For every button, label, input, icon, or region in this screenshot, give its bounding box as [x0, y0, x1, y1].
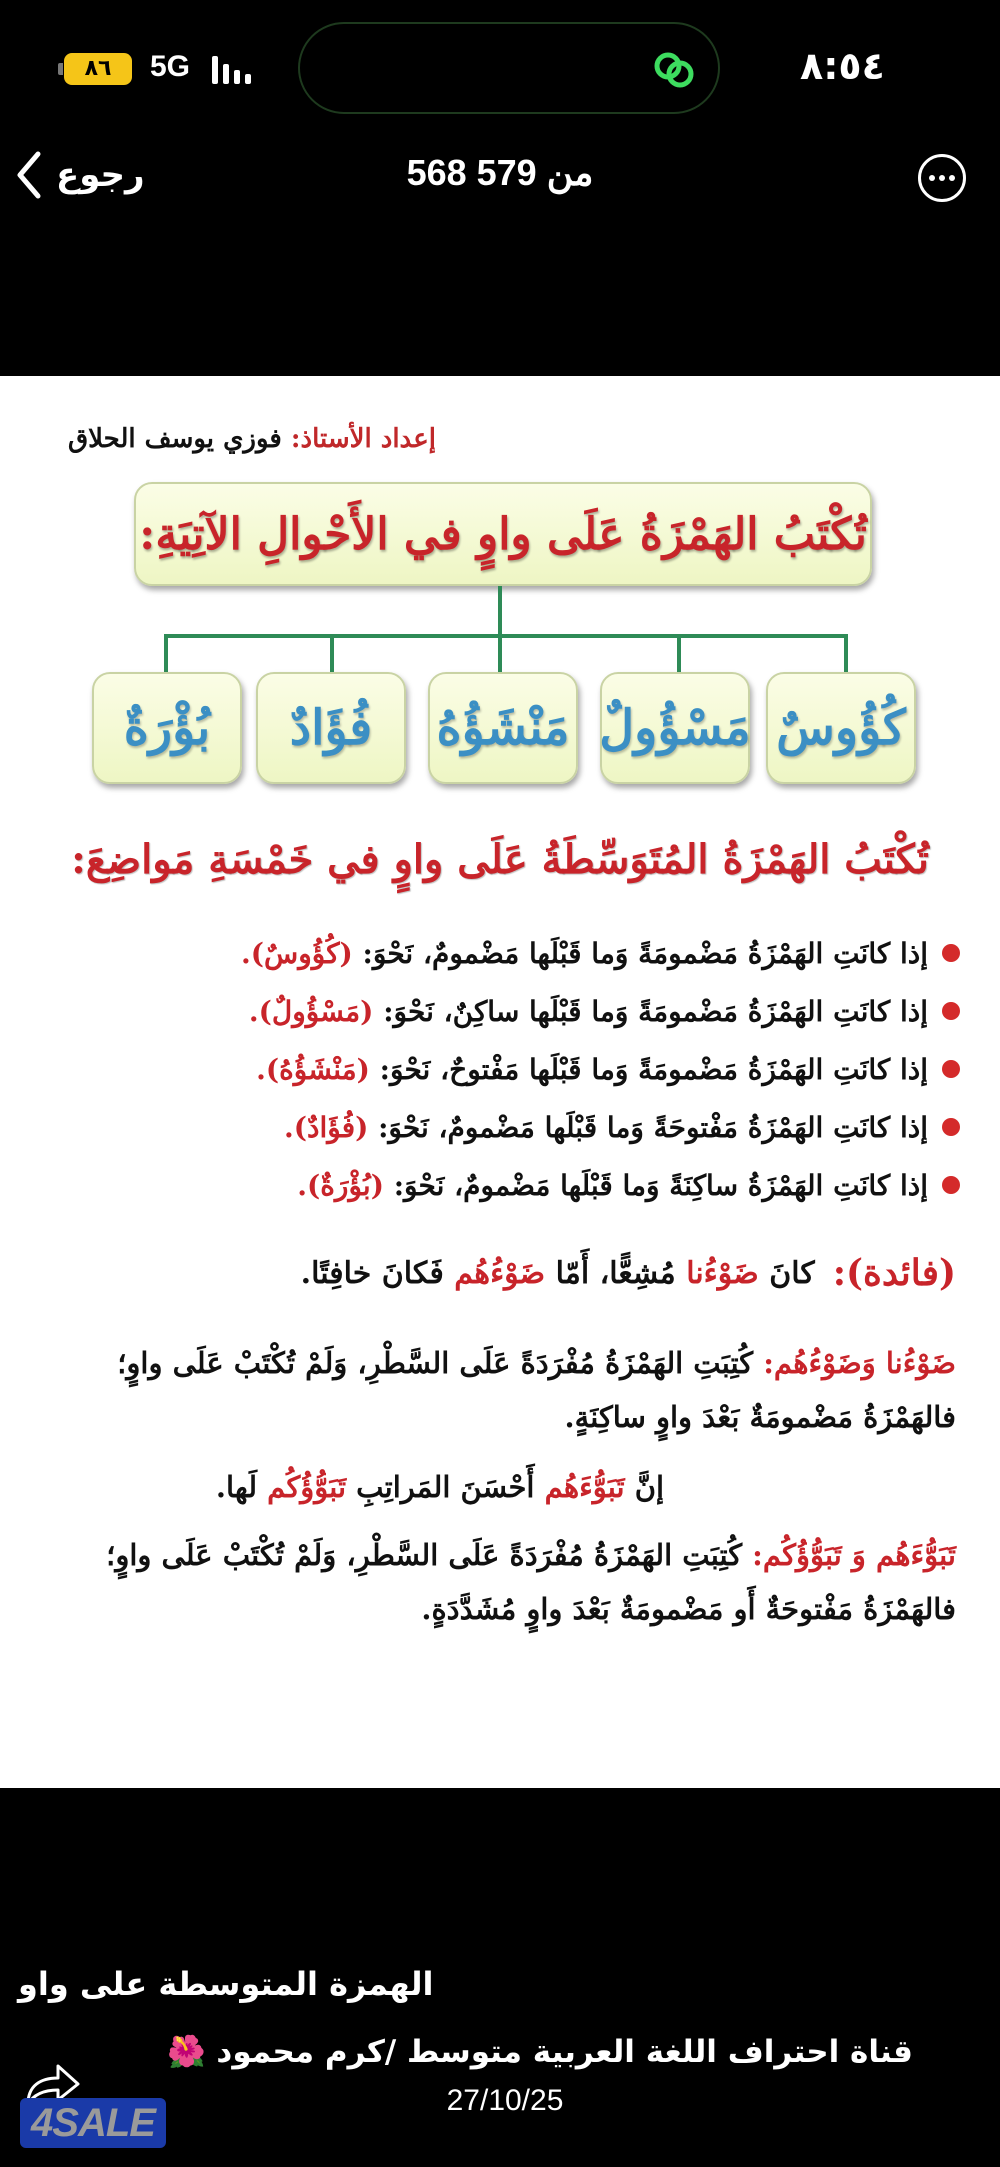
dynamic-island[interactable] — [298, 22, 720, 114]
rules-list — [80, 924, 960, 1214]
example-box — [92, 672, 242, 784]
example-sentence: إنَّ تَبَوُّءَهُم أَحْسَنَ المَراتِبِ تَبَوُّؤُكُم لَها. — [215, 1470, 665, 1504]
explanation-paragraph: ضَوْءُنا وَضَوْءُهُم: كُتِبَتِ الهَمْزَةُ مُفْرَدَةً عَلَى السَّطْرِ، وَلَمْ تُكْتَبْ عَلَى واوٍ؛ فالهَمْزَةُ مَضْمومَةٌ بَعْدَ واوٍ ساكِنَةٍ. — [117, 1346, 956, 1434]
explanation-paragraph: تَبَوُّءَهُم وَ تَبَوُّؤُكُم: كُتِبَتِ الهَمْزَةُ مُفْرَدَةً عَلَى السَّطْرِ، وَلَمْ تُكْتَبْ عَلَى واوٍ؛ فالهَمْزَةُ مَفْتوحَةٌ أَو مَضْمومَةٌ بَعْدَ واوٍ مُشَدَّدَةٍ. — [106, 1538, 956, 1626]
note-faida: (فائدة): كانَ ضَوْءُنا مُشِعًّا، أَمّا ضَوْءُهُم فَكانَ خافِتًا. — [300, 1252, 956, 1294]
bullet-icon — [942, 944, 960, 962]
nav-bar — [0, 140, 1000, 220]
status-bar — [0, 0, 1000, 120]
post-date: 27/10/25 — [446, 2084, 564, 2117]
channel-name: قناة احتراف اللغة العربية متوسط /كرم محمود 🌺 — [167, 2034, 913, 2070]
example-box — [256, 672, 406, 784]
back-label: رجوع — [56, 155, 145, 195]
author-label: إعداد الأستاذ: — [290, 424, 436, 454]
rule-item: إذا كانَتِ الهَمْزَةُ مَضْمومَةً وَما قَبْلَها مَضْمومٌ، نَحْوَ: (كُؤُوسٌ). — [80, 924, 960, 982]
author-credit — [68, 424, 436, 454]
bullet-icon — [942, 1118, 960, 1136]
post-title: الهمزة المتوسطة على واو — [18, 1965, 434, 2003]
rule-item: إذا كانَتِ الهَمْزَةُ مَفْتوحَةً وَما قَبْلَها مَضْمومٌ، نَحْوَ: (فُؤَادٌ). — [80, 1098, 960, 1156]
example-word: كُؤُوسٌ — [776, 700, 906, 756]
example-box — [600, 672, 750, 784]
clock: ٨:٥٤ — [800, 44, 885, 88]
link-icon — [648, 44, 700, 96]
rule-item: إذا كانَتِ الهَمْزَةُ ساكِنَةً وَما قَبْلَها مَضْمومٌ، نَحْوَ: (بُؤْرَةٌ). — [80, 1156, 960, 1214]
tree-connector — [0, 586, 1000, 666]
example-word: فُؤَادٌ — [289, 700, 373, 756]
bullet-icon — [942, 1002, 960, 1020]
ellipsis-circle-icon — [929, 175, 935, 181]
example-box — [428, 672, 578, 784]
bullet-icon — [942, 1060, 960, 1078]
rule-item: إذا كانَتِ الهَمْزَةُ مَضْمومَةً وَما قَبْلَها مَفْتوحٌ، نَحْوَ: (مَنْشَؤُهُ). — [80, 1040, 960, 1098]
note-label: (فائدة): — [832, 1252, 956, 1294]
example-word: مَسْؤُولٌ — [599, 700, 751, 756]
watermark-logo: 4SALE — [20, 2098, 166, 2148]
main-title-box — [134, 482, 872, 586]
page-counter: 568 من 579 — [406, 152, 594, 193]
document-page — [0, 376, 1000, 1788]
example-word: بُؤْرَةٌ — [123, 700, 211, 756]
example-word: مَنْشَؤُهُ — [436, 700, 570, 756]
bullet-icon — [942, 1176, 960, 1194]
main-title: تُكْتَبُ الهَمْزَةُ عَلَى واوٍ في الأَحْوالِ الآتِيَةِ: — [139, 508, 867, 560]
author-name: فوزي يوسف الحلاق — [68, 424, 282, 454]
battery-indicator: ٨٦ — [64, 53, 132, 85]
signal-strength-icon — [212, 54, 251, 84]
more-options-button[interactable] — [918, 154, 966, 202]
example-box — [766, 672, 916, 784]
network-type: 5G — [150, 50, 191, 83]
rule-item: إذا كانَتِ الهَمْزَةُ مَضْمومَةً وَما قَبْلَها ساكِنٌ، نَحْوَ: (مَسْؤُولٌ). — [80, 982, 960, 1040]
section-subtitle: تُكْتَبُ الهَمْزَةُ المُتَوَسِّطَةُ عَلَى واوٍ في خَمْسَةِ مَواضِعَ: — [71, 836, 929, 883]
